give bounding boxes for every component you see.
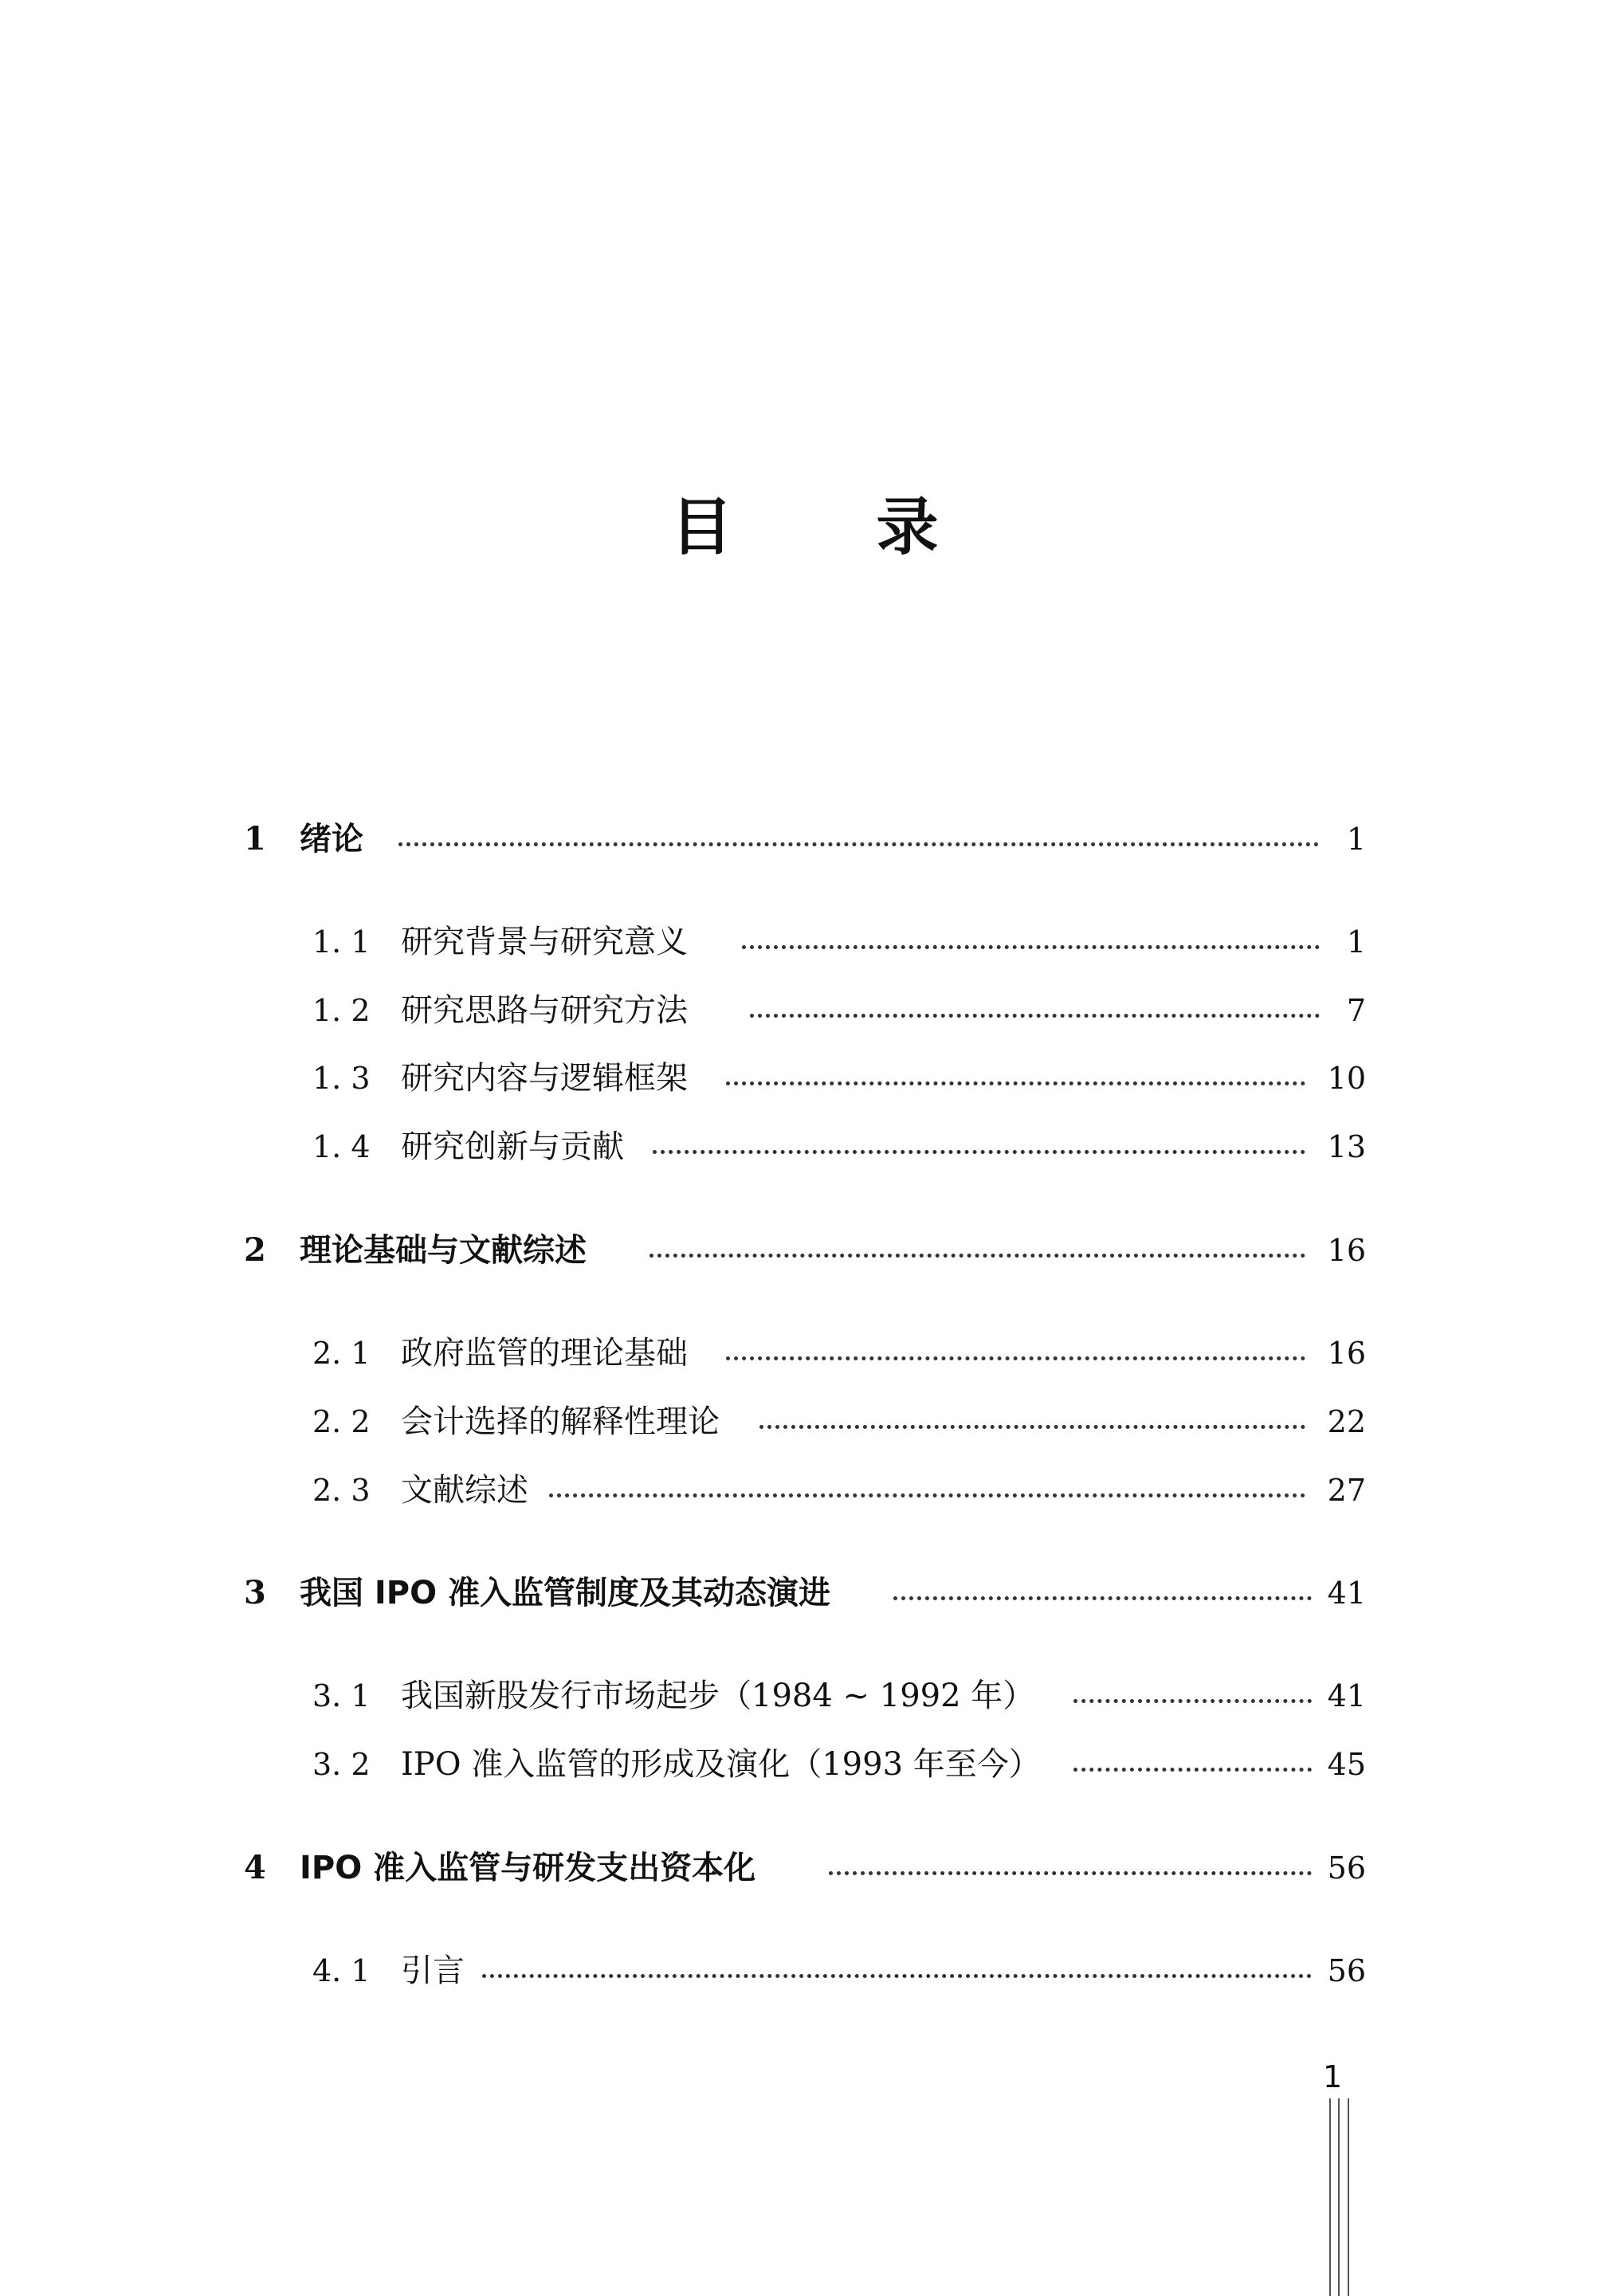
entry-page: 56: [1327, 1851, 1366, 1886]
edge-line: [1329, 2098, 1331, 2296]
entry-number: 1. 2: [312, 993, 371, 1028]
dot-leader: [829, 1871, 1312, 1875]
entry-number: 1. 3: [312, 1061, 371, 1096]
toc-chapter-3[interactable]: [0, 1569, 1609, 1617]
dot-leader: [893, 1596, 1312, 1600]
dot-leader: [398, 842, 1319, 846]
toc-section-4-1[interactable]: [0, 1947, 1609, 1995]
toc-section-2-3[interactable]: [0, 1466, 1609, 1514]
entry-title: 绪论: [300, 821, 363, 858]
entry-number: 1. 1: [312, 924, 371, 960]
entry-number: 3: [244, 1574, 266, 1611]
entry-page: 1: [1346, 822, 1366, 857]
entry-title: 会计选择的解释性理论: [401, 1403, 720, 1440]
dot-leader: [759, 1425, 1305, 1429]
toc-section-2-2[interactable]: [0, 1398, 1609, 1446]
entry-page: 13: [1327, 1129, 1366, 1164]
dot-leader: [726, 1356, 1305, 1360]
entry-number: 3. 1: [312, 1678, 371, 1713]
entry-number: 1. 4: [312, 1129, 371, 1164]
entry-page: 22: [1327, 1404, 1366, 1439]
toc-section-1-4[interactable]: [0, 1123, 1609, 1171]
entry-page: 7: [1346, 993, 1366, 1028]
entry-number: 1: [244, 820, 266, 858]
toc-chapter-2[interactable]: [0, 1226, 1609, 1274]
dot-leader: [653, 1150, 1305, 1154]
entry-page: 1: [1346, 924, 1366, 960]
entry-title: 理论基础与文献综述: [300, 1232, 587, 1269]
entry-title: 研究背景与研究意义: [401, 924, 688, 960]
page-title: [0, 488, 1609, 567]
entry-number: 2. 3: [312, 1473, 371, 1508]
edge-line: [1348, 2098, 1349, 2296]
toc-chapter-1[interactable]: [0, 815, 1609, 863]
title-char-2: 录: [876, 492, 939, 563]
dot-leader: [742, 945, 1320, 949]
entry-title: IPO 准入监管的形成及演化（1993 年至今）: [401, 1746, 1041, 1783]
toc-section-3-1[interactable]: [0, 1672, 1609, 1720]
entry-title: 研究内容与逻辑框架: [401, 1060, 688, 1097]
entry-title: 引言: [401, 1953, 465, 1989]
dot-leader: [549, 1493, 1305, 1497]
dot-leader: [1073, 1699, 1312, 1703]
entry-title: 研究思路与研究方法: [401, 992, 688, 1029]
dot-leader: [750, 1014, 1320, 1018]
title-char-1: 目: [670, 492, 733, 563]
entry-number: 4: [244, 1849, 266, 1886]
entry-title: 研究创新与贡献: [401, 1128, 624, 1165]
entry-title: 政府监管的理论基础: [401, 1335, 688, 1372]
entry-page: 45: [1327, 1747, 1366, 1782]
entry-page: 41: [1327, 1678, 1366, 1713]
entry-title: 我国 IPO 准入监管制度及其动态演进: [300, 1575, 831, 1611]
entry-number: 2. 1: [312, 1336, 371, 1371]
entry-page: 16: [1327, 1233, 1366, 1268]
entry-page: 10: [1327, 1061, 1366, 1096]
toc-section-3-2[interactable]: [0, 1741, 1609, 1788]
entry-title: 文献综述: [401, 1472, 528, 1509]
entry-number: 4. 1: [312, 1953, 371, 1988]
toc-chapter-4[interactable]: [0, 1844, 1609, 1892]
entry-page: 56: [1327, 1953, 1366, 1988]
toc-section-2-1[interactable]: [0, 1329, 1609, 1377]
toc-section-1-2[interactable]: [0, 987, 1609, 1034]
page-number: 1: [1323, 2059, 1343, 2094]
entry-number: 3. 2: [312, 1747, 371, 1782]
entry-page: 16: [1327, 1336, 1366, 1371]
entry-number: 2: [244, 1231, 266, 1269]
entry-page: 41: [1327, 1576, 1366, 1611]
entry-title: IPO 准入监管与研发支出资本化: [300, 1850, 756, 1886]
dot-leader: [1073, 1768, 1312, 1772]
toc-section-1-3[interactable]: [0, 1054, 1609, 1102]
entry-number: 2. 2: [312, 1404, 371, 1439]
entry-page: 27: [1327, 1473, 1366, 1508]
dot-leader: [726, 1081, 1305, 1085]
dot-leader: [482, 1974, 1312, 1978]
entry-title: 我国新股发行市场起步（1984 ~ 1992 年）: [401, 1678, 1035, 1714]
dot-leader: [649, 1254, 1305, 1258]
edge-line: [1338, 2098, 1340, 2296]
toc-section-1-1[interactable]: [0, 918, 1609, 966]
